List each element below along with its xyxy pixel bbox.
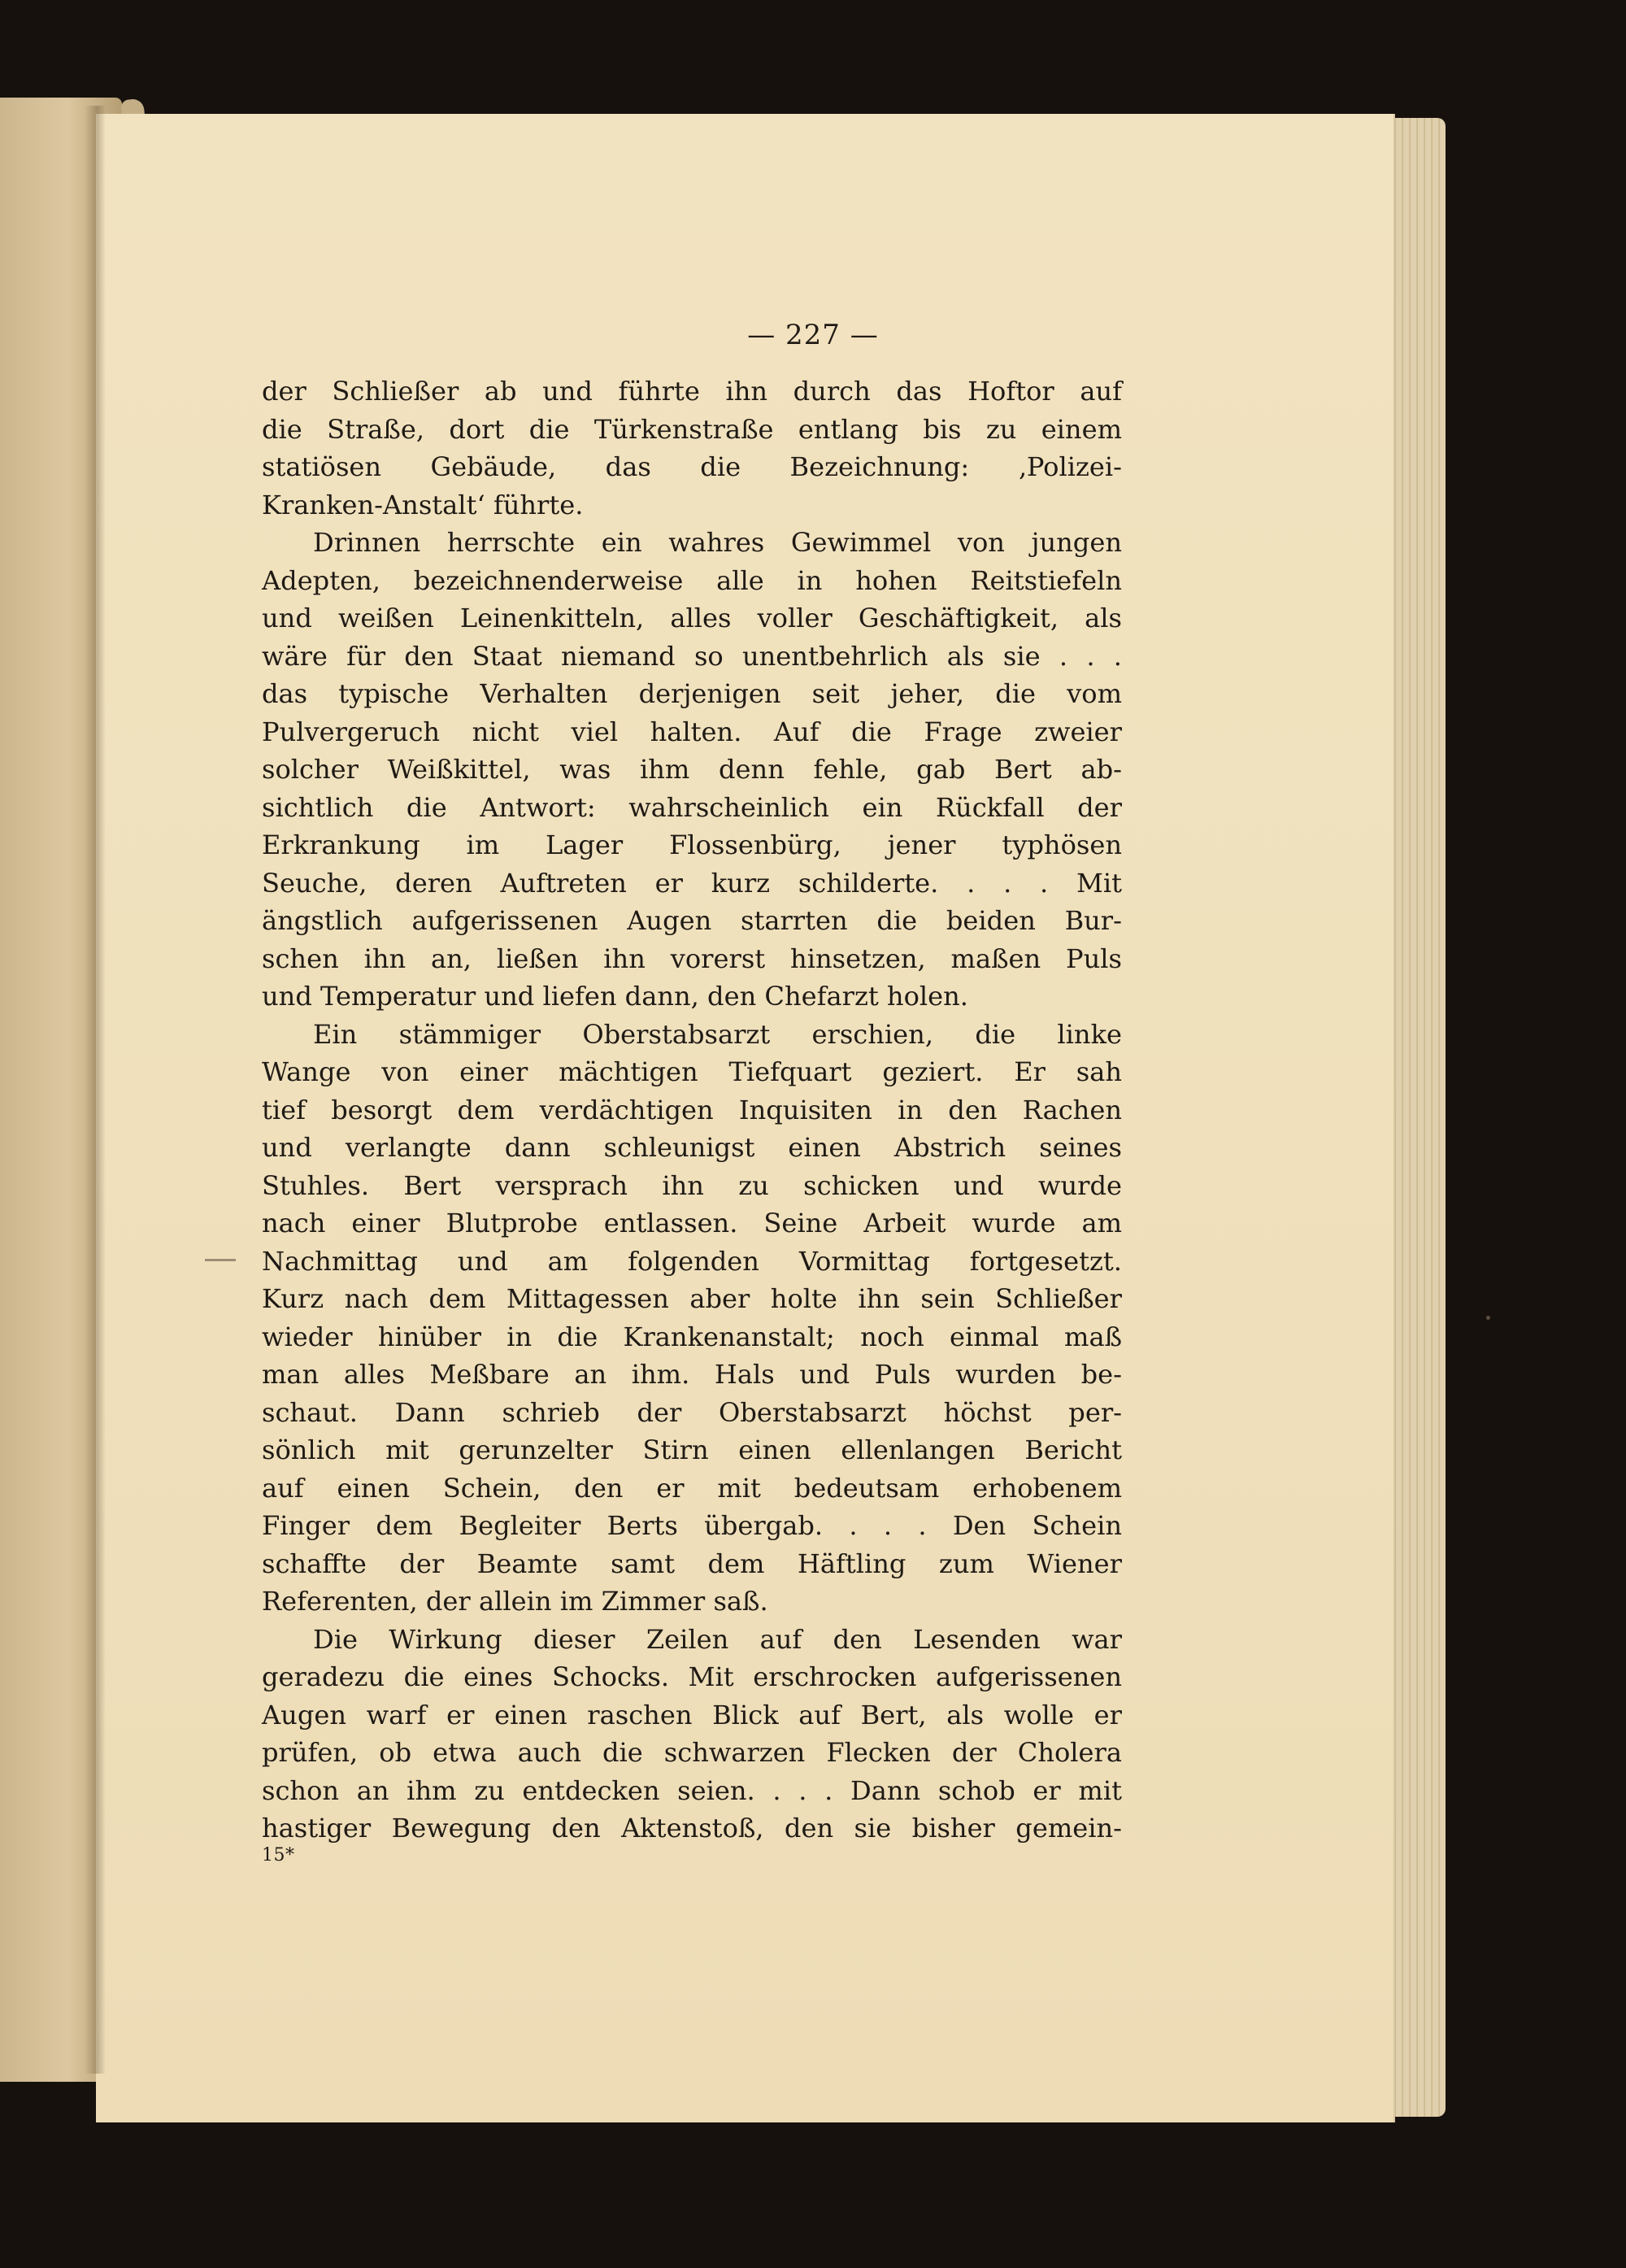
- text-line: hastiger Bewegung den Aktenstoß, den sie bisher gemein-: [262, 1813, 1122, 1844]
- text-line: wäre für den Staat niemand so unentbehrlich als sie . . .: [262, 640, 1122, 672]
- margin-speck: [1486, 1316, 1490, 1320]
- text-line: Adepten, bezeichnenderweise alle in hohen Reitstiefeln: [262, 564, 1122, 596]
- text-line: Finger dem Begleiter Berts übergab. . . . Den Schein: [262, 1510, 1122, 1541]
- text-line: Kranken-Anstalt‘ führte.: [262, 489, 584, 520]
- signature-mark: 15*: [262, 1845, 295, 1865]
- text-line: sichtlich die Antwort: wahrscheinlich ein Rückfall der: [262, 791, 1122, 823]
- text-line: die Straße, dort die Türkenstraße entlang bis zu einem: [262, 413, 1122, 445]
- book-gutter-shadow: [85, 106, 106, 2074]
- text-line: man alles Meßbare an ihm. Hals und Puls wurden be-: [262, 1359, 1122, 1390]
- text-line: statiösen Gebäude, das die Bezeichnung: ‚Polizei-: [262, 451, 1122, 482]
- text-line: und verlangte dann schleunigst einen Abstrich seines: [262, 1132, 1122, 1163]
- text-line: solcher Weißkittel, was ihm denn fehle, gab Bert ab-: [262, 754, 1122, 785]
- text-line: Nachmittag und am folgenden Vormittag fortgesetzt.: [262, 1245, 1122, 1277]
- text-line: Referenten, der allein im Zimmer saß.: [262, 1586, 768, 1617]
- text-line: und Temperatur und liefen dann, den Chefarzt holen.: [262, 981, 969, 1012]
- text-line: Wange von einer mächtigen Tiefquart geziert. Er sah: [262, 1056, 1122, 1087]
- text-line: Ein stämmiger Oberstabsarzt erschien, die linke: [313, 1018, 1122, 1050]
- text-line: das typische Verhalten derjenigen seit jeher, die vom: [262, 678, 1122, 709]
- page-number: — 227 —: [747, 319, 879, 351]
- text-line: schon an ihm zu entdecken seien. . . . Dann schob er mit: [262, 1774, 1122, 1806]
- text-line: Die Wirkung dieser Zeilen auf den Lesenden war: [313, 1623, 1122, 1655]
- body-text: [262, 372, 1122, 1848]
- text-line: schaffte der Beamte samt dem Häftling zum Wiener: [262, 1548, 1122, 1579]
- text-line: der Schließer ab und führte ihn durch das Hoftor auf: [262, 376, 1122, 407]
- text-line: Kurz nach dem Mittagessen aber holte ihn sein Schließer: [262, 1283, 1122, 1314]
- text-line: Augen warf er einen raschen Blick auf Bert, als wolle er: [262, 1699, 1122, 1730]
- text-line: Erkrankung im Lager Flossenbürg, jener typhösen: [262, 829, 1122, 860]
- text-line: tief besorgt dem verdächtigen Inquisiten in den Rachen: [262, 1094, 1122, 1125]
- text-line: wieder hinüber in die Krankenanstalt; noch einmal maß: [262, 1321, 1122, 1352]
- text-line: Seuche, deren Auftreten er kurz schilderte. . . . Mit: [262, 867, 1122, 899]
- margin-pencil-mark: [205, 1259, 236, 1261]
- text-line: auf einen Schein, den er mit bedeutsam erhobenem: [262, 1472, 1122, 1504]
- text-line: schaut. Dann schrieb der Oberstabsarzt höchst per-: [262, 1396, 1122, 1428]
- text-line: nach einer Blutprobe entlassen. Seine Arbeit wurde am: [262, 1208, 1122, 1238]
- text-line: sönlich mit gerunzelter Stirn einen ellenlangen Bericht: [262, 1434, 1122, 1465]
- text-line: Stuhles. Bert versprach ihn zu schicken und wurde: [262, 1169, 1122, 1201]
- text-line: und weißen Leinenkitteln, alles voller Geschäftigkeit, als: [262, 603, 1122, 633]
- text-line: geradezu die eines Schocks. Mit erschrocken aufgerissenen: [262, 1661, 1122, 1692]
- text-line: ängstlich aufgerissenen Augen starrten die beiden Bur-: [262, 905, 1122, 936]
- text-line: Pulvergeruch nicht viel halten. Auf die Frage zweier: [262, 716, 1122, 747]
- text-line: schen ihn an, ließen ihn vorerst hinsetzen, maßen Puls: [262, 942, 1122, 974]
- text-line: prüfen, ob etwa auch die schwarzen Flecken der Cholera: [262, 1737, 1122, 1768]
- text-line: Drinnen herrschte ein wahres Gewimmel von jungen: [313, 527, 1122, 558]
